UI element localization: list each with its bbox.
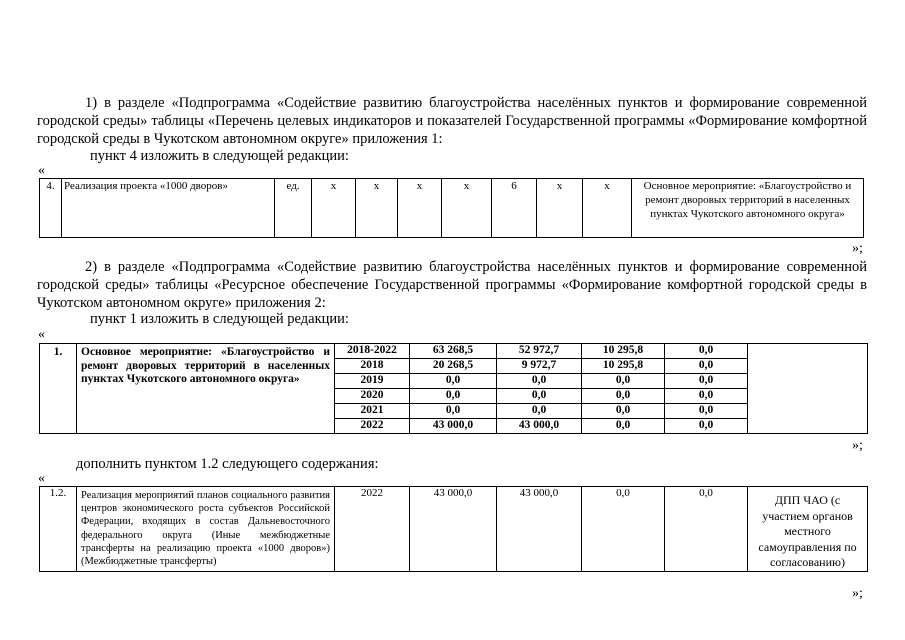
- section2-instruction: пункт 1 изложить в следующей редакции:: [90, 311, 349, 327]
- section3-close-quote: »;: [852, 586, 863, 601]
- okrug-cell: 0,0: [582, 404, 665, 419]
- value-cell: х: [398, 179, 442, 238]
- federal-cell: 43 000,0: [497, 419, 582, 434]
- indicators-table: [39, 178, 864, 238]
- addition-table: [39, 486, 868, 572]
- federal-cell: 9 972,7: [497, 359, 582, 374]
- total-cell: 63 268,5: [410, 344, 497, 359]
- okrug-cell: 0,0: [582, 419, 665, 434]
- okrug-cell: 10 295,8: [582, 359, 665, 374]
- period-cell: 2020: [335, 389, 410, 404]
- okrug-cell: 0,0: [582, 487, 665, 572]
- value-cell: х: [312, 179, 356, 238]
- event-name: Основное мероприятие: «Благоустройство и ремонт дворовых территорий в населенных пунктах Чукотского автономного округа»: [77, 344, 335, 434]
- total-cell: 0,0: [410, 404, 497, 419]
- period-cell: 2021: [335, 404, 410, 419]
- local-cell: 0,0: [665, 359, 748, 374]
- section1-close-quote: »;: [852, 241, 863, 256]
- event-cell: Основное мероприятие: «Благоустройство и ремонт дворовых территорий в населенных пунктах Чукотского автономного округа»: [632, 179, 864, 238]
- local-cell: 0,0: [665, 389, 748, 404]
- section3-instruction: дополнить пунктом 1.2 следующего содержания:: [76, 456, 379, 472]
- table-row: [40, 344, 868, 359]
- resources-table: [39, 343, 868, 434]
- period-cell: 2019: [335, 374, 410, 389]
- row-number: 1.: [40, 344, 77, 434]
- section2-open-quote: «: [38, 327, 45, 342]
- table-row: [40, 179, 864, 238]
- total-cell: 43 000,0: [410, 419, 497, 434]
- section1-open-quote: «: [38, 163, 45, 178]
- local-cell: 0,0: [665, 404, 748, 419]
- table-row: [40, 487, 868, 572]
- value-cell: х: [442, 179, 492, 238]
- value-cell: х: [583, 179, 632, 238]
- federal-cell: 52 972,7: [497, 344, 582, 359]
- row-number: 4.: [40, 179, 62, 238]
- okrug-cell: 0,0: [582, 389, 665, 404]
- okrug-cell: 10 295,8: [582, 344, 665, 359]
- federal-cell: 0,0: [497, 404, 582, 419]
- local-cell: 0,0: [665, 487, 748, 572]
- executor-cell: ДПП ЧАО (с участием органов местного самоуправления по согласованию): [748, 487, 868, 572]
- executor-cell: [748, 344, 868, 434]
- local-cell: 0,0: [665, 344, 748, 359]
- value-cell: 6: [492, 179, 537, 238]
- event-name: Реализация мероприятий планов социального развития центров экономического роста субъектов Российской Федерации, входящих в состав Дальневосточного федерального округа (Иные межбюджетные трансферты на реализацию проекта «1000 дворов») (Межбюджетные трансферты): [77, 487, 335, 572]
- period-cell: 2022: [335, 419, 410, 434]
- federal-cell: 0,0: [497, 389, 582, 404]
- section1-instruction: пункт 4 изложить в следующей редакции:: [90, 148, 349, 164]
- section2-close-quote: »;: [852, 438, 863, 453]
- total-cell: 20 268,5: [410, 359, 497, 374]
- federal-cell: 0,0: [497, 374, 582, 389]
- indicator-name: Реализация проекта «1000 дворов»: [62, 179, 275, 238]
- section2-paragraph: 2) в разделе «Подпрограмма «Содействие развитию благоустройства населённых пунктов и формирование современной городской среды» таблицы «Ресурсное обеспечение Государственной программы «Формирование комфортной городской среды в Чукотском автономном округе» приложения 2:: [37, 259, 867, 311]
- value-cell: х: [356, 179, 398, 238]
- period-cell: 2022: [335, 487, 410, 572]
- section1-paragraph: 1) в разделе «Подпрограмма «Содействие развитию благоустройства населённых пунктов и формирование современной городской среды» таблицы «Перечень целевых индикаторов и показателей Государственной программы «Формирование комфортной городской среды в Чукотском автономном округе» приложения 1:: [37, 95, 867, 147]
- local-cell: 0,0: [665, 419, 748, 434]
- local-cell: 0,0: [665, 374, 748, 389]
- row-number: 1.2.: [40, 487, 77, 572]
- total-cell: 43 000,0: [410, 487, 497, 572]
- unit-cell: ед.: [275, 179, 312, 238]
- section3-open-quote: «: [38, 471, 45, 486]
- total-cell: 0,0: [410, 389, 497, 404]
- total-cell: 0,0: [410, 374, 497, 389]
- period-cell: 2018-2022: [335, 344, 410, 359]
- value-cell: х: [537, 179, 583, 238]
- period-cell: 2018: [335, 359, 410, 374]
- federal-cell: 43 000,0: [497, 487, 582, 572]
- okrug-cell: 0,0: [582, 374, 665, 389]
